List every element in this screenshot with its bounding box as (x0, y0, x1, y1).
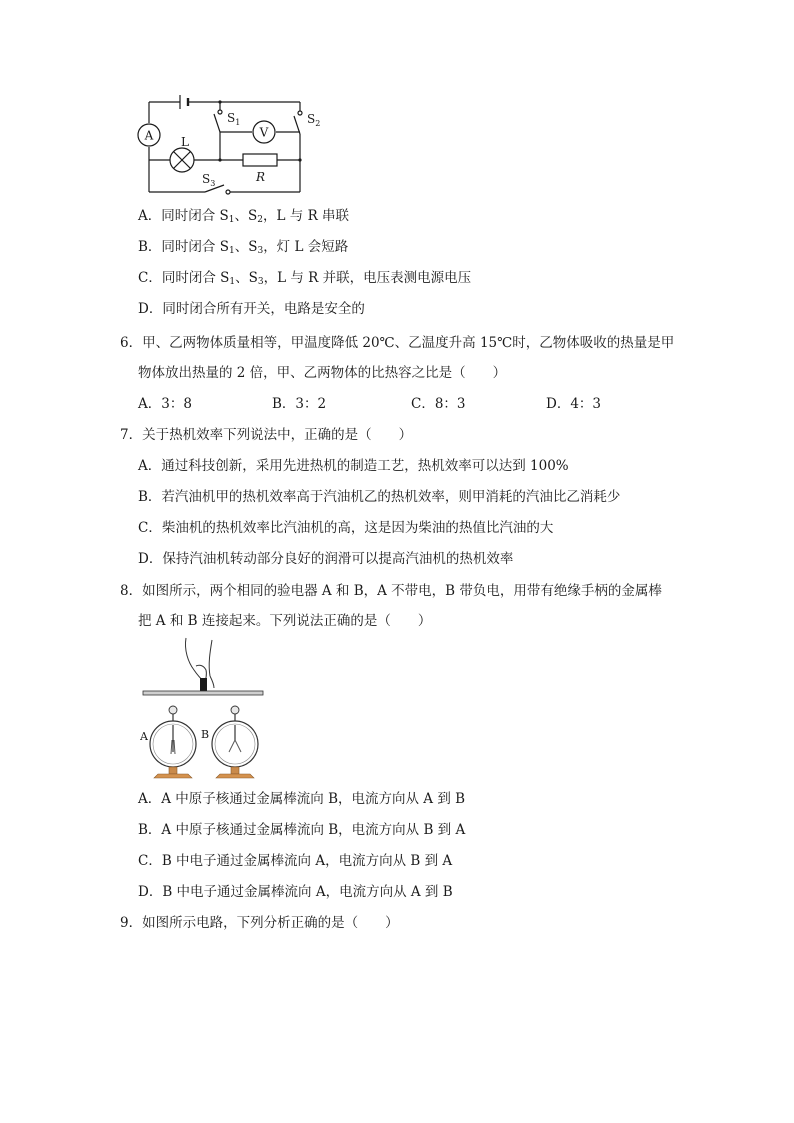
q6-option-a: A．3：8 (138, 396, 192, 412)
q6-stem-line1: 6．甲、乙两物体质量相等，甲温度降低 20℃、乙温度升高 15℃时，乙物体吸收的热量是甲 (120, 335, 675, 351)
q8-option-a: A．A 中原子核通过金属棒流向 B，电流方向从 A 到 B (138, 791, 466, 807)
voltmeter (253, 121, 275, 143)
battery (180, 95, 188, 109)
q6-option-b: B．3：2 (272, 396, 327, 412)
q8-stem-line2: 把 A 和 B 连接起来。下列说法正确的是（ ） (138, 613, 432, 629)
switch-s2 (294, 111, 302, 134)
q6-option-c: C．8：3 (411, 396, 466, 412)
q8-option-d: D．B 中电子通过金属棒流向 A，电流方向从 A 到 B (138, 884, 453, 900)
q5-option-b: B．同时闭合 $S_1$、$S_3$，灯 L 会短路 (138, 239, 349, 256)
q6-stem-line2: 物体放出热量的 2 倍，甲、乙两物体的比热容之比是（ ） (138, 365, 507, 381)
q8-option-c: C．B 中电子通过金属棒流向 A，电流方向从 B 到 A (138, 853, 453, 869)
lamp (170, 148, 194, 172)
q9-stem: 9．如图所示电路，下列分析正确的是（ ） (120, 915, 399, 931)
q8-option-b: B．A 中原子核通过金属棒流向 B，电流方向从 B 到 A (138, 822, 466, 838)
resistor-label: R (256, 170, 266, 184)
q7-option-d: D．保持汽油机转动部分良好的润滑可以提高汽油机的热机效率 (138, 551, 514, 567)
electroscope-figure (140, 636, 266, 782)
lamp-label: L (181, 135, 189, 149)
q5-option-a: A．同时闭合 $S_1$、$S_2$，L 与 R 串联 (138, 208, 350, 225)
electroscope-b (212, 706, 258, 778)
electroscope-a (150, 706, 196, 778)
s1-label: $S_1$ (227, 111, 241, 127)
q7-option-a: A．通过科技创新，采用先进热机的制造工艺，热机效率可以达到 100% (138, 458, 569, 474)
label-b: B (201, 728, 210, 741)
q5-option-d: D．同时闭合所有开关，电路是安全的 (138, 301, 365, 317)
q6-option-d: D．4：3 (546, 396, 602, 412)
s3-label: $S_3$ (202, 172, 216, 188)
q8-stem-line1: 8．如图所示，两个相同的验电器 A 和 B，A 不带电，B 带负电，用带有绝缘手柄的金属棒 (120, 583, 662, 599)
label-a: A (140, 730, 148, 743)
svg-text:V: V (259, 125, 269, 140)
q7-option-b: B．若汽油机甲的热机效率高于汽油机乙的热机效率，则甲消耗的汽油比乙消耗少 (138, 489, 621, 505)
q7-stem: 7．关于热机效率下列说法中，正确的是（ ） (120, 427, 413, 443)
circuit-diagram (132, 92, 332, 198)
q7-option-c: C．柴油机的热机效率比汽油机的高，这是因为柴油的热值比汽油的大 (138, 520, 554, 536)
switch-s1 (214, 110, 222, 132)
resistor (243, 154, 277, 166)
metal-rod (143, 691, 263, 695)
switch-s3 (205, 185, 230, 194)
q5-option-c: C．同时闭合 $S_1$、$S_3$，L 与 R 并联，电压表测电源电压 (138, 270, 472, 287)
svg-text:A: A (144, 128, 154, 143)
ammeter (138, 124, 160, 146)
s2-label: $S_2$ (307, 112, 321, 128)
hand-icon (185, 638, 214, 688)
insulated-handle (200, 678, 207, 692)
